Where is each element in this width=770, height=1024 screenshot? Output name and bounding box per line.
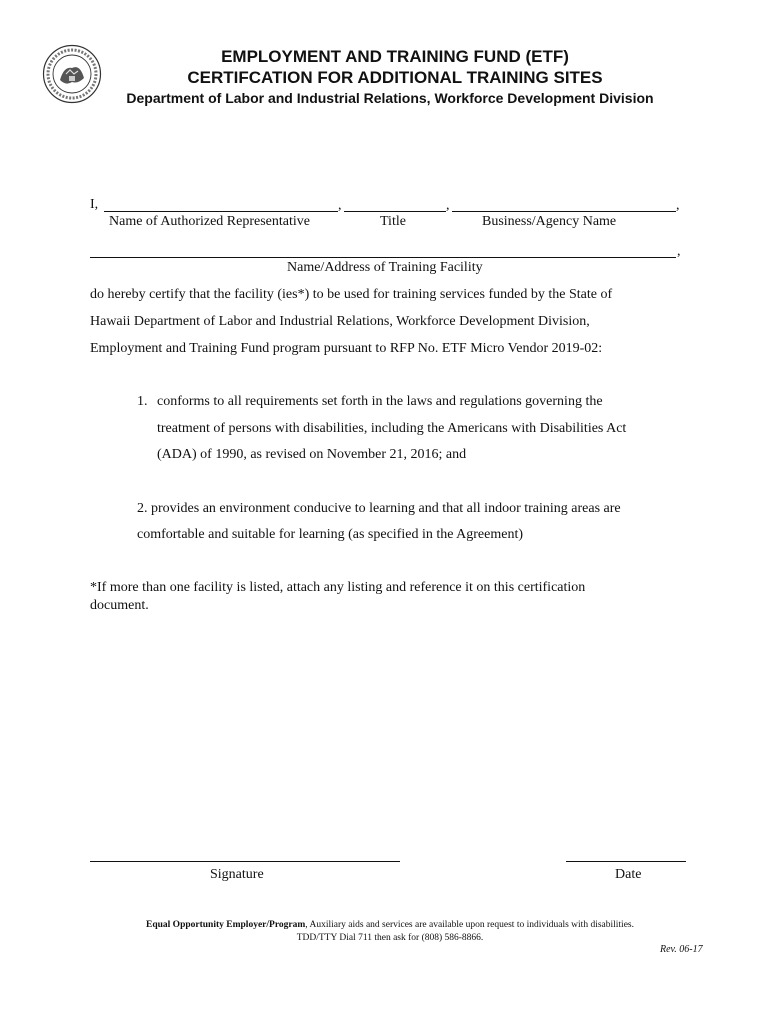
eeo-bold: Equal Opportunity Employer/Program — [146, 920, 306, 930]
form-title-line2: CERTIFCATION FOR ADDITIONAL TRAINING SITES — [187, 68, 603, 87]
label-signature: Signature — [210, 867, 264, 882]
representative-name-field[interactable] — [104, 211, 338, 212]
certify-line-2: Hawaii Department of Labor and Industrial Relations, Workforce Development Division, — [90, 314, 590, 329]
eeo-statement — [90, 920, 690, 930]
item-2-line-1: 2. provides an environment conducive to learning and that all indoor training areas are — [137, 501, 621, 516]
label-date: Date — [615, 867, 642, 882]
prefix-i: I, — [90, 197, 99, 212]
tdd-line: TDD/TTY Dial 711 then ask for (808) 586-8866. — [296, 933, 484, 943]
item-1-line-3: (ADA) of 1990, as revised on November 21, 2016; and — [157, 447, 467, 462]
facility-address-field[interactable] — [90, 257, 676, 258]
label-facility: Name/Address of Training Facility — [287, 260, 483, 275]
form-subtitle: Department of Labor and Industrial Relations, Workforce Development Division — [126, 90, 654, 106]
item-1-number: 1. — [137, 394, 148, 409]
comma: , — [677, 244, 681, 259]
item-1-line-2: treatment of persons with disabilities, including the Americans with Disabilities Act — [157, 421, 627, 436]
note-line-2: document. — [90, 598, 149, 613]
eeo-rest: , Auxiliary aids and services are available upon request to individuals with disabilities. — [305, 920, 634, 930]
certify-line-3: Employment and Training Fund program pursuant to RFP No. ETF Micro Vendor 2019-02: — [90, 341, 603, 356]
comma: , — [338, 198, 342, 213]
label-title: Title — [380, 214, 406, 229]
comma: , — [676, 198, 680, 213]
label-business: Business/Agency Name — [482, 214, 617, 229]
label-representative: Name of Authorized Representative — [109, 214, 310, 229]
certify-line-1: do hereby certify that the facility (ies*) to be used for training services funded by the State of — [90, 287, 613, 302]
note-line-1: *If more than one facility is listed, attach any listing and reference it on this certification — [90, 580, 586, 595]
item-1-line-1: conforms to all requirements set forth in the laws and regulations governing the — [157, 394, 603, 409]
business-agency-field[interactable] — [452, 211, 676, 212]
signature-field[interactable] — [90, 861, 400, 862]
date-field[interactable] — [566, 861, 686, 862]
item-2-line-2: comfortable and suitable for learning (as specified in the Agreement) — [137, 527, 524, 542]
comma: , — [446, 198, 450, 213]
revision-label: Rev. 06-17 — [660, 944, 703, 955]
title-field[interactable] — [344, 211, 446, 212]
form-title-line1: EMPLOYMENT AND TRAINING FUND (ETF) — [221, 47, 569, 66]
